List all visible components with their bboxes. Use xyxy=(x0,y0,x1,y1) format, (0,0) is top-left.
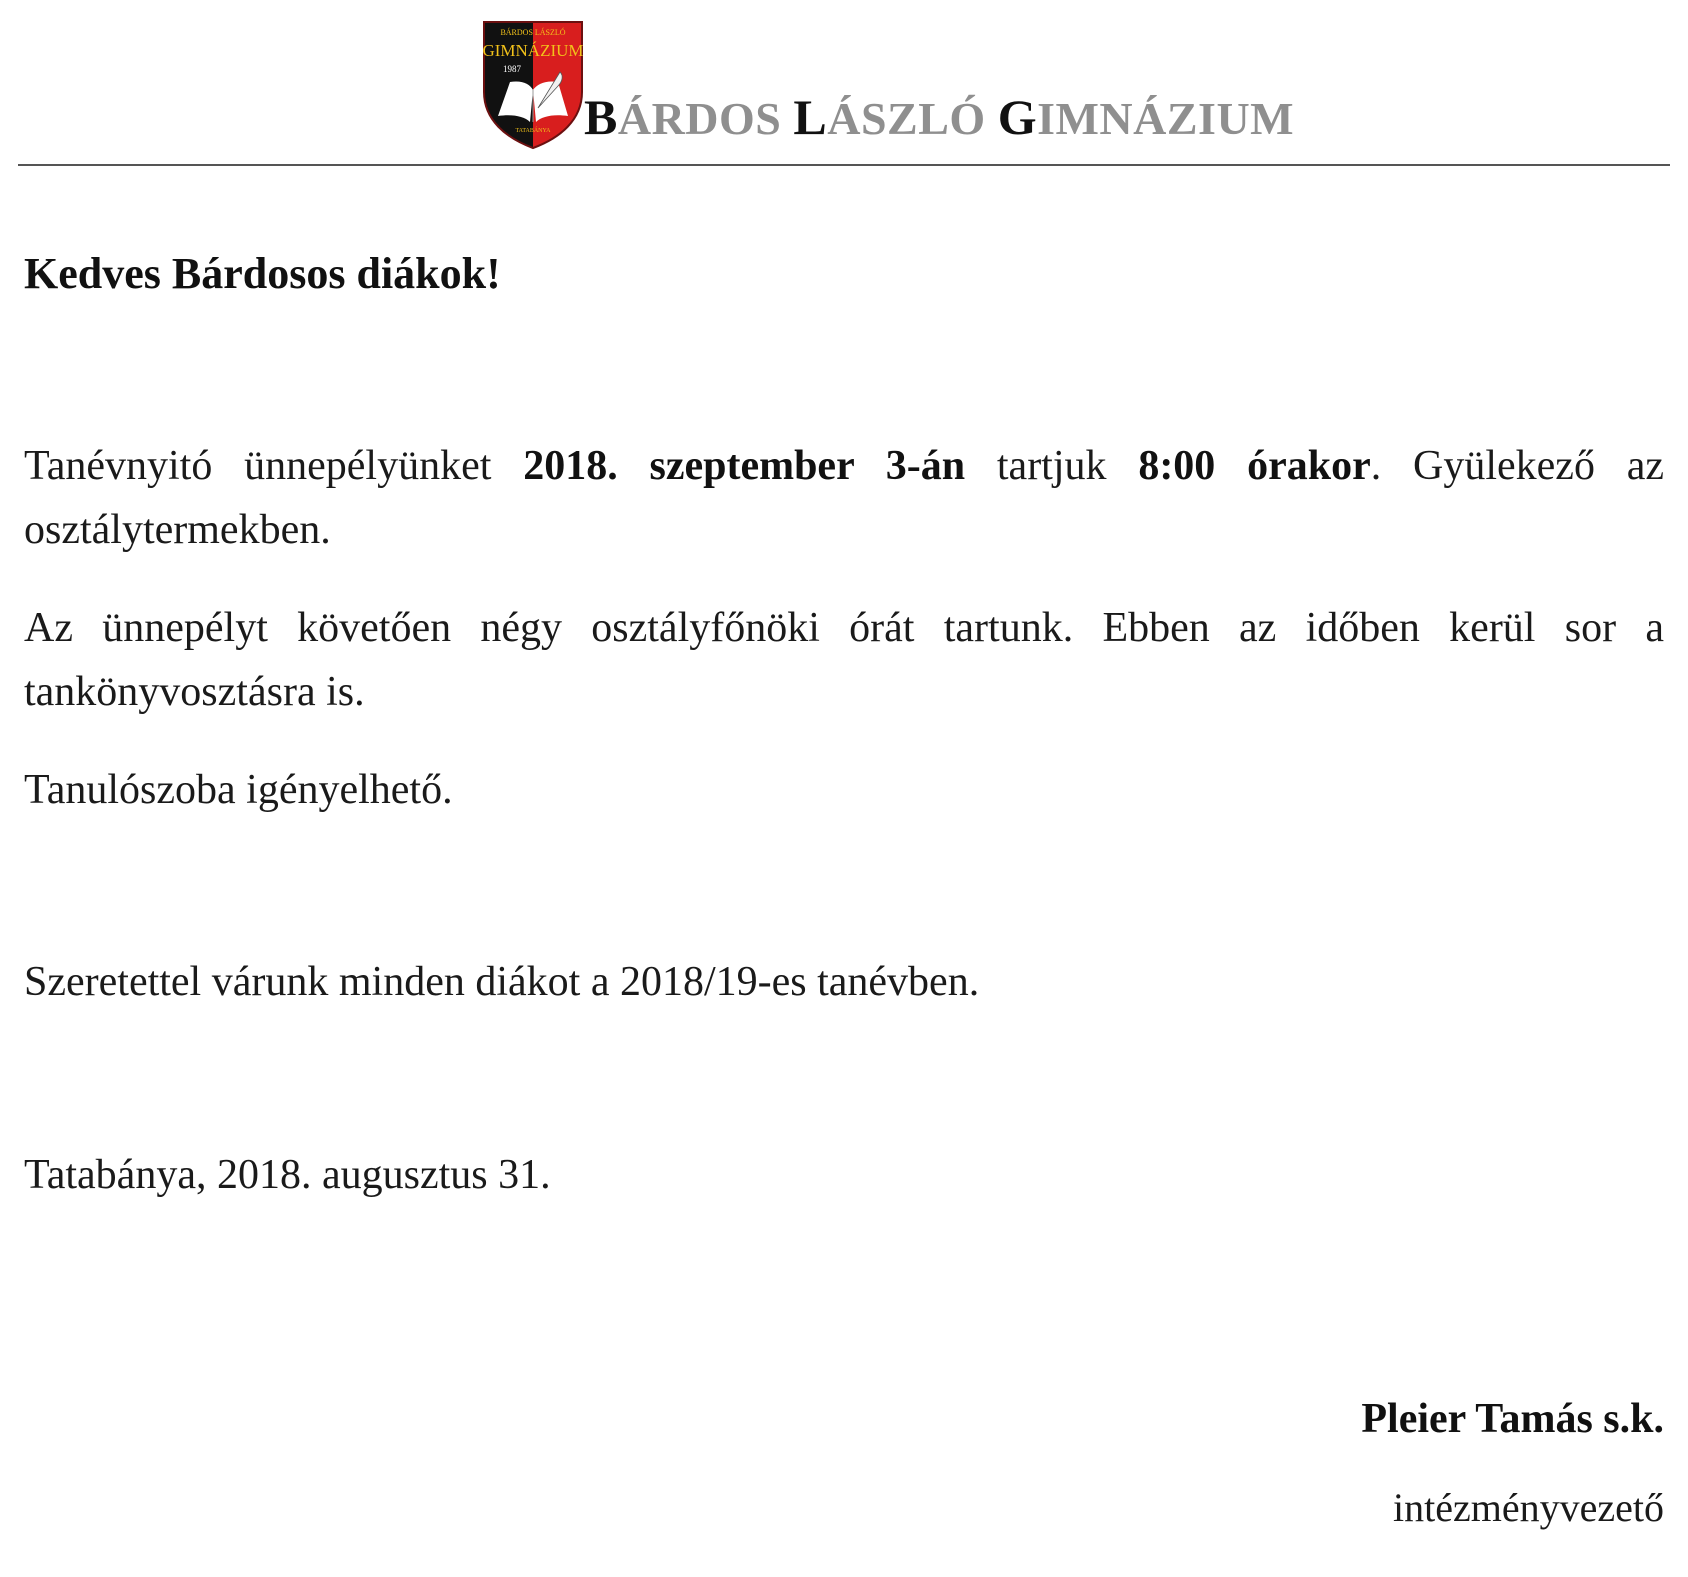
paragraph-welcome: Szeretettel várunk minden diákot a 2018/19-es tanévben. xyxy=(24,959,980,1005)
school-name-initial: G xyxy=(997,89,1038,145)
school-name-initial: L xyxy=(793,89,828,145)
paragraph-study-room: Tanulószoba igényelhető. xyxy=(24,767,453,813)
logo-main-text: GIMNÁZIUM xyxy=(482,41,584,60)
paragraph-opening-ceremony xyxy=(24,434,1664,562)
signature-name: Pleier Tamás s.k. xyxy=(1361,1396,1664,1442)
signature-role: intézményvezető xyxy=(1393,1485,1664,1530)
place-and-date: Tatabánya, 2018. augusztus 31. xyxy=(24,1152,551,1198)
p1-time: 8:00 órakor xyxy=(1138,443,1371,489)
logo-top-text: BÁRDOS LÁSZLÓ xyxy=(500,28,566,37)
logo-year-text: 1987 xyxy=(503,64,521,74)
school-name-initial: B xyxy=(584,89,618,145)
logo-bottom-text: TATABÁNYA xyxy=(515,128,551,134)
p1-text-2: tartjuk xyxy=(965,443,1139,489)
school-name-heading xyxy=(584,89,1295,145)
p1-date: 2018. szeptember 3-án xyxy=(523,443,966,489)
p1-text-1: Tanévnyitó ünnepélyünket xyxy=(24,443,524,489)
header-divider xyxy=(18,164,1670,166)
school-name-part: IMNÁZIUM xyxy=(1037,93,1295,144)
school-name-part: ÁSZLÓ xyxy=(827,93,986,144)
letter-greeting: Kedves Bárdosos diákok! xyxy=(24,249,501,298)
p1-text-3: . Gyülekező az osztálytermekben. xyxy=(24,443,1665,553)
paragraph-class-hours: Az ünnepélyt követően négy osztályfőnöki órát tartunk. Ebben az időben kerül sor a tankönyvosztásra is. xyxy=(24,605,1664,715)
school-crest-logo xyxy=(480,20,586,150)
letterhead xyxy=(0,0,1688,170)
school-name-part: ÁRDOS xyxy=(617,93,782,144)
